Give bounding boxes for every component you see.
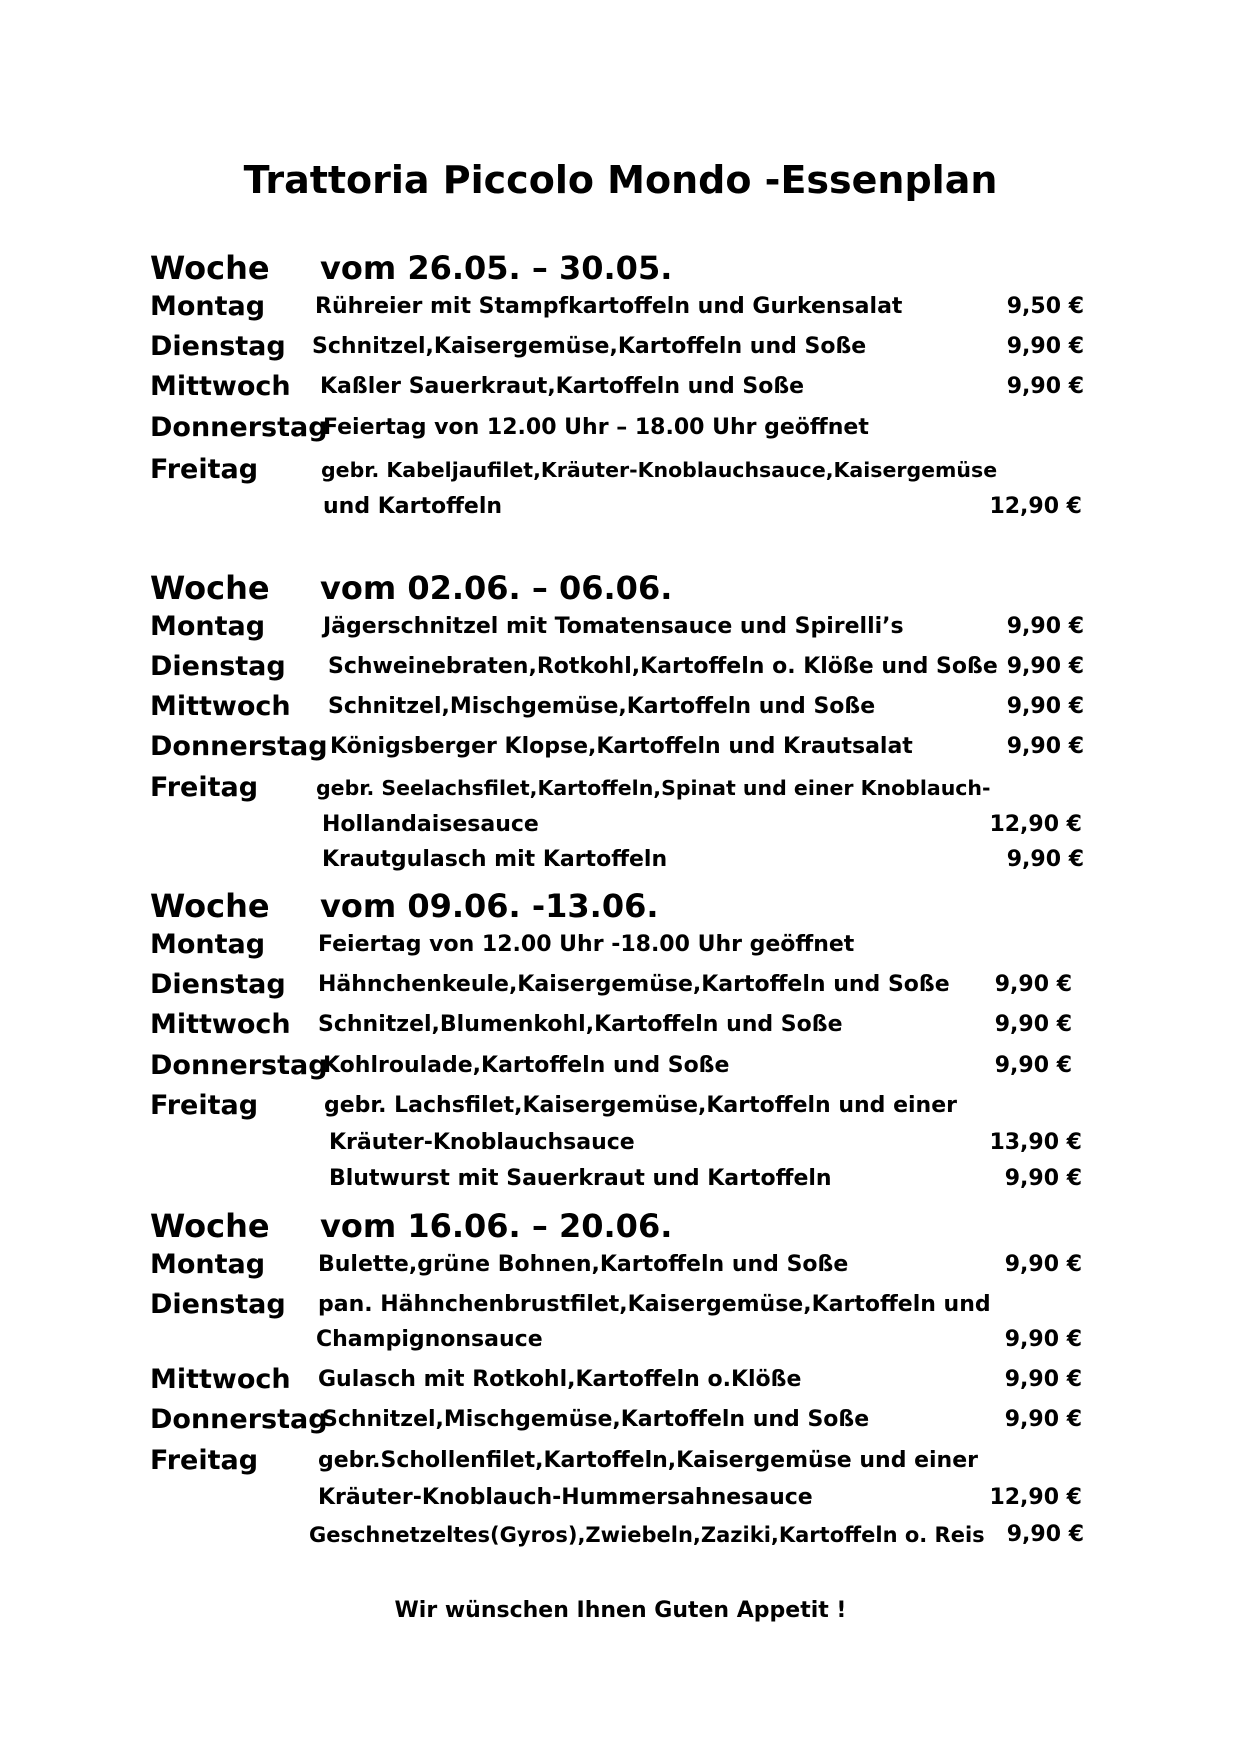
dish-price: 9,50 € [1006, 294, 1084, 319]
dish-text: gebr. Seelachsfilet,Kartoffeln,Spinat und einer Knoblauch- [316, 776, 991, 800]
dish-text: Kohlroulade,Kartoffeln und Soße [323, 1053, 730, 1078]
weekday-label: Freitag [150, 1445, 259, 1476]
dish-price: 9,90 € [994, 972, 1072, 997]
dish-price: 9,90 € [1006, 1522, 1084, 1547]
week-range: vom 26.05. – 30.05. [320, 249, 673, 287]
weekday-label: Donnerstag [150, 731, 328, 762]
dish-text: Schnitzel,Blumenkohl,Kartoffeln und Soße [318, 1012, 843, 1037]
dish-price: 12,90 € [989, 812, 1082, 837]
weekday-label: Montag [150, 611, 266, 642]
dish-text: Champignonsauce [316, 1327, 543, 1352]
dish-text: gebr. Lachsfilet,Kaisergemüse,Kartoffeln und einer [324, 1093, 957, 1118]
weekday-label: Mittwoch [150, 1364, 291, 1395]
dish-price: 12,90 € [989, 1485, 1082, 1510]
dish-text: Bulette,grüne Bohnen,Kartoffeln und Soße [318, 1252, 849, 1277]
week-label: Woche [150, 887, 270, 925]
dish-text: Feiertag von 12.00 Uhr -18.00 Uhr geöffnet [318, 932, 855, 957]
dish-price: 9,90 € [1004, 1407, 1082, 1432]
weekday-label: Montag [150, 929, 266, 960]
weekday-label: Montag [150, 291, 266, 322]
dish-price: 9,90 € [1006, 614, 1084, 639]
week-range: vom 09.06. -13.06. [320, 887, 659, 925]
dish-price: 9,90 € [994, 1012, 1072, 1037]
dish-price: 9,90 € [1006, 654, 1084, 679]
week-label: Woche [150, 569, 270, 607]
dish-text: Kräuter-Knoblauch-Hummersahnesauce [318, 1485, 813, 1510]
dish-price: 13,90 € [989, 1130, 1082, 1155]
weekday-label: Freitag [150, 772, 259, 803]
dish-text: Geschnetzeltes(Gyros),Zwiebeln,Zaziki,Kartoffeln o. Reis [309, 1523, 985, 1547]
weekday-label: Freitag [150, 454, 259, 485]
weekday-label: Donnerstag [150, 1404, 328, 1435]
dish-price: 9,90 € [1006, 734, 1084, 759]
dish-price: 9,90 € [1006, 694, 1084, 719]
weekday-label: Dienstag [150, 1289, 286, 1320]
weekday-label: Mittwoch [150, 1009, 291, 1040]
dish-text: Gulasch mit Rotkohl,Kartoffeln o.Klöße [318, 1367, 802, 1392]
weekday-label: Dienstag [150, 651, 286, 682]
dish-price: 9,90 € [1004, 1166, 1082, 1191]
dish-text: Rühreier mit Stampfkartoffeln und Gurkensalat [315, 294, 903, 319]
dish-text: gebr. Kabeljaufilet,Kräuter-Knoblauchsauce,Kaisergemüse [321, 458, 998, 482]
week-label: Woche [150, 249, 270, 287]
weekday-label: Freitag [150, 1090, 259, 1121]
dish-text: Kaßler Sauerkraut,Kartoffeln und Soße [320, 374, 805, 399]
dish-text: gebr.Schollenfilet,Kartoffeln,Kaisergemüse und einer [318, 1448, 978, 1473]
weekday-label: Mittwoch [150, 691, 291, 722]
dish-text: Kräuter-Knoblauchsauce [329, 1130, 635, 1155]
weekday-label: Mittwoch [150, 371, 291, 402]
dish-text: Hollandaisesauce [322, 812, 539, 837]
weekday-label: Montag [150, 1249, 266, 1280]
week-label: Woche [150, 1207, 270, 1245]
page-title: Trattoria Piccolo Mondo -Essenplan [243, 158, 998, 202]
dish-text: Blutwurst mit Sauerkraut und Kartoffeln [329, 1166, 832, 1191]
dish-price: 9,90 € [1004, 1327, 1082, 1352]
weekday-label: Dienstag [150, 331, 286, 362]
dish-price: 12,90 € [989, 494, 1082, 519]
dish-price: 9,90 € [994, 1053, 1072, 1078]
dish-text: Jägerschnitzel mit Tomatensauce und Spirelli’s [323, 614, 904, 639]
dish-price: 9,90 € [1006, 847, 1084, 872]
weekday-label: Donnerstag [150, 1050, 328, 1081]
week-range: vom 02.06. – 06.06. [320, 569, 673, 607]
dish-text: Schnitzel,Kaisergemüse,Kartoffeln und Soße [312, 334, 867, 359]
dish-text: Feiertag von 12.00 Uhr – 18.00 Uhr geöffnet [323, 415, 869, 440]
dish-text: Schnitzel,Mischgemüse,Kartoffeln und Soße [328, 694, 876, 719]
weekday-label: Dienstag [150, 969, 286, 1000]
dish-text: Schweinebraten,Rotkohl,Kartoffeln o. Klöße und Soße [328, 654, 998, 679]
dish-price: 9,90 € [1006, 334, 1084, 359]
dish-text: Hähnchenkeule,Kaisergemüse,Kartoffeln und Soße [318, 972, 950, 997]
dish-text: pan. Hähnchenbrustfilet,Kaisergemüse,Kartoffeln und [318, 1292, 991, 1317]
dish-text: Schnitzel,Mischgemüse,Kartoffeln und Soße [322, 1407, 870, 1432]
closing-greeting: Wir wünschen Ihnen Guten Appetit ! [394, 1598, 847, 1623]
dish-price: 9,90 € [1004, 1367, 1082, 1392]
dish-price: 9,90 € [1006, 374, 1084, 399]
dish-text: und Kartoffeln [323, 494, 503, 519]
weekday-label: Donnerstag [150, 412, 328, 443]
dish-text: Krautgulasch mit Kartoffeln [322, 847, 668, 872]
dish-price: 9,90 € [1004, 1252, 1082, 1277]
dish-text: Königsberger Klopse,Kartoffeln und Krautsalat [330, 734, 913, 759]
week-range: vom 16.06. – 20.06. [320, 1207, 673, 1245]
